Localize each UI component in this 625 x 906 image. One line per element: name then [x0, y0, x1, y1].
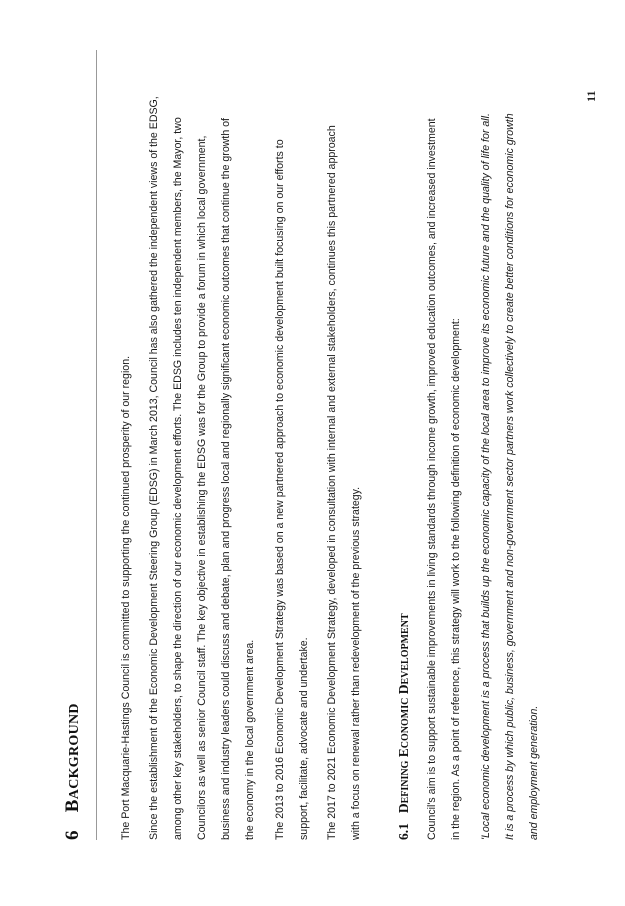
- paragraph-2-line-3: Councilors as well as senior Council staff. The key objective in establishing the EDSG was for the Group to provide a forum in which local government,: [196, 135, 208, 840]
- subsection-word3-rest: EVELOPMENT: [400, 613, 411, 685]
- paragraph-4-line-2: with a focus on renewal rather than redevelopment of the previous strategy.: [350, 486, 362, 840]
- definition-quote-line-3: and employment generation.: [528, 705, 540, 840]
- page-number: 11: [584, 90, 598, 102]
- definition-quote-line-1: 'Local economic development is a process that builds up the economic capacity of the local area to improve its economic future and the quality of life for all.: [480, 113, 492, 840]
- section-title-rest: ACKGROUND: [67, 703, 82, 800]
- paragraph-1-line-1: The Port Macquarie-Hastings Council is committed to supporting the continued prosperity of our region.: [120, 355, 132, 840]
- paragraph-2-line-4: business and industry leaders could discuss and debate, plan and progress local and regionally significant economic outcomes that continue the growth of: [220, 118, 232, 840]
- subsection-number: 6.1: [396, 823, 411, 840]
- paragraph-4-line-1: The 2017 to 2021 Economic Development Strategy, developed in consultation with internal and external stakeholders, continues this partnered approach: [326, 125, 338, 840]
- paragraph-2-line-2: among other key stakeholders, to shape the direction of our economic development efforts. The EDSG includes ten independent members, the Mayor, two: [172, 117, 184, 840]
- paragraph-3-line-2: support, facilitate, advocate and undertake.: [298, 637, 310, 840]
- subsection-word3-initial: D: [396, 684, 411, 695]
- section-heading: [62, 703, 84, 840]
- paragraph-2-line-5: the economy in the local government area.: [244, 639, 256, 840]
- subsection-heading: [396, 613, 412, 840]
- subsection-paragraph-line-2: in the region. As a point of reference, this strategy will work to the following definition of economic development:: [450, 318, 462, 840]
- heading-rule: [96, 50, 97, 840]
- paragraph-3-line-1: The 2013 to 2016 Economic Development Strategy was based on a new partnered approach to economic development built focusing on our efforts to: [274, 139, 286, 840]
- section-number: 6: [62, 830, 83, 840]
- definition-quote-line-2: It is a process by which public, business, government and non-government sector partners work collectively to create better conditions for economic growth: [504, 113, 516, 840]
- subsection-word2-initial: E: [396, 748, 411, 758]
- subsection-word1-initial: D: [396, 803, 411, 814]
- subsection-paragraph-line-1: Council's aim is to support sustainable improvements in living standards through income growth, improved education outcomes, and increased investment: [426, 118, 438, 840]
- subsection-word2-rest: CONOMIC: [400, 697, 411, 749]
- paragraph-2-line-1: Since the establishment of the Economic Development Steering Group (EDSG) in March 2013, Council has also gathered the independent views of the EDSG,: [148, 96, 160, 840]
- subsection-word1-rest: EFINING: [400, 760, 411, 804]
- section-title-initial: B: [62, 799, 83, 813]
